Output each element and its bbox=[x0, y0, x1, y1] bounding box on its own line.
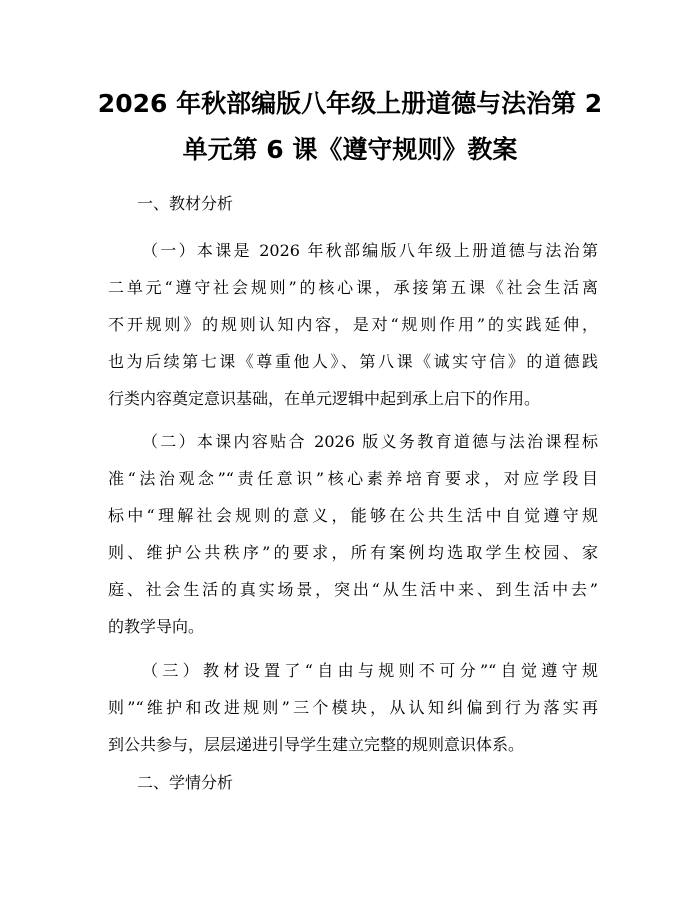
paragraph-line: 二单元“遵守社会规则”的核心课，承接第五课《社会生活离 bbox=[108, 278, 598, 297]
paragraph-1 bbox=[108, 232, 598, 417]
paragraph-line: （一）本课是 2026 年秋部编版八年级上册道德与法治第 bbox=[142, 241, 598, 260]
paragraph-line: 准“法治观念”“责任意识”核心素养培育要求，对应学段目 bbox=[108, 469, 598, 488]
paragraph-3 bbox=[108, 652, 598, 763]
paragraph-line: （二）本课内容贴合 2026 版义务教育道德与法治课程标 bbox=[142, 432, 598, 451]
document-title-line-1: 2026 年秋部编版八年级上册道德与法治第 2 bbox=[97, 89, 603, 118]
paragraph-line: 行类内容奠定意识基础，在单元逻辑中起到承上启下的作用。 bbox=[108, 389, 541, 408]
document-title-line-2: 单元第 6 课《遵守规则》教案 bbox=[182, 135, 518, 164]
paragraph-line: 的教学导向。 bbox=[108, 617, 205, 636]
section-heading-textbook-analysis: 一、教材分析 bbox=[137, 194, 234, 213]
paragraph-line: 则”“维护和改进规则”三个模块，从认知纠偏到行为落实再 bbox=[108, 698, 598, 717]
paragraph-line: （三）教材设置了“自由与规则不可分”“自觉遵守规 bbox=[142, 661, 598, 680]
paragraph-line: 到公共参与，层层递进引导学生建立完整的规则意识体系。 bbox=[108, 735, 525, 754]
section-heading-learner-analysis: 二、学情分析 bbox=[137, 773, 234, 792]
paragraph-line: 标中“理解社会规则的意义，能够在公共生活中自觉遵守规 bbox=[108, 506, 598, 525]
paragraph-line: 不开规则》的规则认知内容，是对“规则作用”的实践延伸， bbox=[108, 315, 598, 334]
paragraph-line: 也为后续第七课《尊重他人》、第八课《诚实守信》的道德践 bbox=[108, 352, 598, 371]
paragraph-line: 则、维护公共秩序”的要求，所有案例均选取学生校园、家 bbox=[108, 543, 598, 562]
paragraph-2 bbox=[108, 423, 598, 645]
paragraph-line: 庭、社会生活的真实场景，突出“从生活中来、到生活中去” bbox=[108, 580, 598, 599]
